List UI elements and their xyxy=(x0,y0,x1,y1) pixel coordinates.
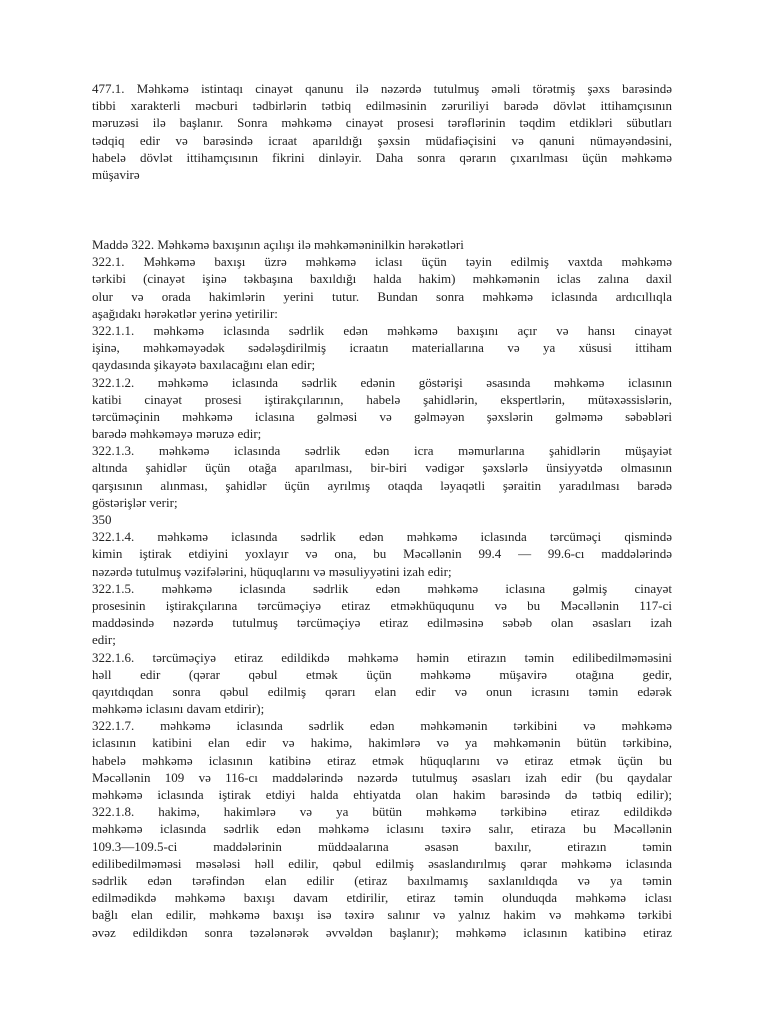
intro-line: habelə dövlət ittihamçısının fikrini dinləyir. Daha sonra qərarın çıxarılması üçün məhkəmə xyxy=(92,149,672,165)
article-line: 322.1. Məhkəmə baxışı üzrə məhkəmə iclası üçün təyin edilmiş vaxtda məhkəmə xyxy=(92,254,672,270)
article-line: əvəz edildikdən sonra təzələnərək əvvəldən başlanır); məhkəmə iclasının katibinə etiraz xyxy=(92,924,672,940)
article-line: kimin iştirak etdiyini yoxlayır və ona, bu Məcəllənin 99.4 — 99.6-cı maddələrində xyxy=(92,546,672,562)
article-line: edilmədikdə məhkəmə baxışı davam etdirilir, etiraz təmin olunduqda məhkəmə iclası xyxy=(92,890,672,906)
article-line: Məcəllənin 109 və 116-cı maddələrində nəzərdə tutulmuş əsasları izah edir (bu qaydalar xyxy=(92,769,672,785)
article-line: edir; xyxy=(92,632,116,648)
article-line: nəzərdə tutulmuş vəzifələrini, hüquqlarını və məsuliyyətini izah edir; xyxy=(92,563,452,579)
article-line: barədə məhkəməyə məruzə edir; xyxy=(92,426,262,442)
article-line: Maddə 322. Məhkəmə baxışının açılışı ilə məhkəməninilkin hərəkətləri xyxy=(92,237,464,252)
article-line: prosesinin iştirakçılarına tərcüməçiyə etiraz etməkhüququnu və bu Məcəllənin 117-ci xyxy=(92,597,672,613)
intro-line: müşavirə xyxy=(92,166,140,182)
article-line: habelə məhkəmə iclasının katibinə etiraz etmək hüquqlarını və etiraz etmək üçün bu xyxy=(92,752,672,768)
article-line: 109.3—109.5-ci maddələrinin müddəalarına əsasən baxılır, etirazın təmin xyxy=(92,838,672,854)
article-line: bağlı elan edilir, məhkəmə baxışı isə təxirə salınır və yalnız hakim və məhkəmə tərkibi xyxy=(92,907,672,923)
article-line: sədrlik edən tərəfindən elan edilir (etiraz baxılmamış saxlanıldıqda və ya təmin xyxy=(92,872,672,888)
article-line: iclasının katibini elan edir və hakimə, hakimlərə və ya məhkəmənin bütün tərkibinə, xyxy=(92,735,672,751)
article-line: 322.1.1. məhkəmə iclasında sədrlik edən məhkəmə baxışını açır və hansı cinayət xyxy=(92,322,672,338)
article-line: göstərişlər verir; xyxy=(92,494,178,510)
article-line: məhkəmə iclasında sədrlik edən məhkəmə iclasını təxirə salır, etiraza bu Məcəllənin xyxy=(92,821,672,837)
intro-line: 477.1. Məhkəmə istintaqı cinayət qanunu ilə nəzərdə tutulmuş əməli törətmiş şəxs barəsində xyxy=(92,81,672,96)
intro-line: məruzəsi ilə başlanır. Sonra məhkəmə cinayət prosesi tərəflərinin təqdim etdikləri sübutları xyxy=(92,115,672,131)
article-line: katibi cinayət prosesi iştirakçılarının, habelə şahidlərin, ekspertlərin, mütəxəssislərin, xyxy=(92,391,672,407)
article-line: qayıtdıqdan sonra qəbul edilmiş qərarı elan edir və onun icrasını təmin edərək xyxy=(92,683,672,699)
article-line: 322.1.4. məhkəmə iclasında sədrlik edən məhkəmə iclasında tərcüməçi qismində xyxy=(92,529,672,545)
article-line: tərkibi (cinayət işinə təkbaşına baxıldığı halda hakim) məhkəmənin iclas zalına daxil xyxy=(92,271,672,287)
article-line: tərcüməçinin məhkəmə iclasına gəlməsi və gəlməyən şəxslərin gəlməmə səbəbləri xyxy=(92,408,672,424)
intro-line: tədqiq edir və barəsində icraat aparıldığı şəxsin müdafiəçisini və qanuni nümayəndəsini, xyxy=(92,132,672,148)
intro-paragraph xyxy=(92,80,672,183)
article-line: 322.1.5. məhkəmə iclasında sədrlik edən məhkəmə iclasına gəlmiş cinayət xyxy=(92,580,672,596)
article-line: 322.1.8. hakimə, hakimlərə və ya bütün məhkəmə tərkibinə etiraz edildikdə xyxy=(92,804,672,820)
article-line: həll edir (qərar qəbul etmək üçün məhkəmə müşavirə otağına gedir, xyxy=(92,666,672,682)
article-line: məhkəmə iclasında iştirak etdiyi halda ehtiyatda olan hakim barəsində də tətbiq edilir); xyxy=(92,787,672,802)
article-line: 322.1.3. məhkəmə iclasında sədrlik edən icra məmurlarına şahidlərin müşayiət xyxy=(92,443,672,459)
article-line: 322.1.7. məhkəmə iclasında sədrlik edən məhkəmənin tərkibini və məhkəmə xyxy=(92,718,672,734)
article-line: işinə, məhkəməyədək sədələşdirilmiş icraatın materiallarına və ya xüsusi ittiham xyxy=(92,340,672,356)
article-line: 350 xyxy=(92,512,112,527)
article-line: maddəsində nəzərdə tutulmuş tərcüməçiyə etiraz edilməsinə səbəb olan əsasları izah xyxy=(92,615,672,631)
article-line: qarşısının alınması, şahidlər üçün ayrılmış otaqda ləyaqətli şəraitin yaradılması barədə xyxy=(92,477,672,493)
article-line: məhkəmə iclasını davam etdirir); xyxy=(92,701,265,717)
article-line: 322.1.6. tərcüməçiyə etiraz edildikdə məhkəmə həmin etirazın təmin edilibedilməməsini xyxy=(92,649,672,665)
article-line: qaydasında şikayətə baxılacağını elan edir; xyxy=(92,357,316,373)
article-line: 322.1.2. məhkəmə iclasında sədrlik edənin göstərişi əsasında məhkəmə iclasının xyxy=(92,374,672,390)
article-line: aşağıdakı hərəkətlər yerinə yetirilir: xyxy=(92,305,278,321)
article-322-text xyxy=(92,236,672,941)
article-line: edilibedilməməsi məsələsi həll edilir, qəbul edilmiş əsaslandırılmış qərar məhkəmə iclasında xyxy=(92,855,672,871)
intro-line: tibbi xarakterli məcburi tədbirlərin tətbiq edilməsinin zəruriliyi barədə dövlət ittihamçısının xyxy=(92,98,672,114)
article-line: olur və orada hakimlərin yerini tutur. Bundan sonra məhkəmə iclasında ardıcıllıqla xyxy=(92,288,672,304)
article-line: altında şahidlər üçün otağa aparılması, bir-biri vədigər şəxslərlə ünsiyyətdə olmasının xyxy=(92,460,672,476)
